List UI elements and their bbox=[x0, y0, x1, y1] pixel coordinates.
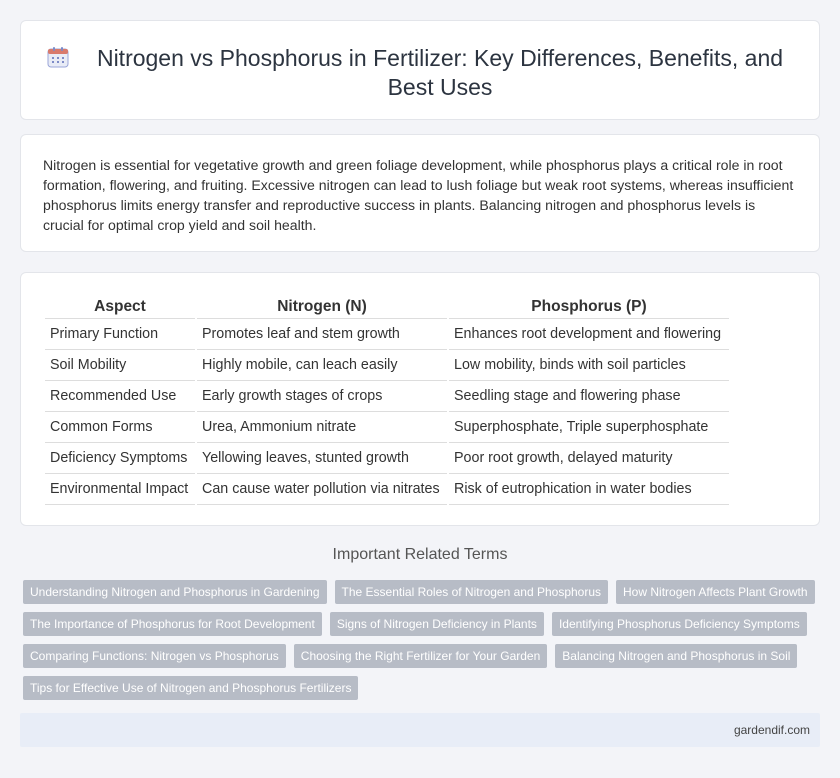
header-phosphorus: Phosphorus (P) bbox=[449, 295, 729, 319]
related-term-link[interactable]: Comparing Functions: Nitrogen vs Phosphorus bbox=[23, 644, 286, 668]
tag-row bbox=[23, 676, 823, 700]
table-cell: Enhances root development and flowering bbox=[449, 319, 729, 350]
header-card bbox=[20, 20, 820, 120]
comparison-table-card bbox=[20, 272, 820, 526]
related-term-link[interactable]: Choosing the Right Fertilizer for Your Garden bbox=[294, 644, 547, 668]
table-cell: Highly mobile, can leach easily bbox=[197, 350, 447, 381]
table-row bbox=[45, 319, 729, 350]
table-row bbox=[45, 412, 729, 443]
table-cell: Primary Function bbox=[45, 319, 195, 350]
header-nitrogen: Nitrogen (N) bbox=[197, 295, 447, 319]
related-term-link[interactable]: Signs of Nitrogen Deficiency in Plants bbox=[330, 612, 544, 636]
table-cell: Low mobility, binds with soil particles bbox=[449, 350, 729, 381]
table-cell: Urea, Ammonium nitrate bbox=[197, 412, 447, 443]
table-cell: Deficiency Symptoms bbox=[45, 443, 195, 474]
table-row bbox=[45, 474, 729, 505]
related-term-link[interactable]: How Nitrogen Affects Plant Growth bbox=[616, 580, 815, 604]
footer-site-name: gardendif.com bbox=[733, 723, 810, 737]
page-title: Nitrogen vs Phosphorus in Fertilizer: Key Differences, Benefits, and Best Uses bbox=[96, 45, 784, 100]
table-row bbox=[45, 443, 729, 474]
table-header-row bbox=[45, 295, 729, 319]
intro-paragraph: Nitrogen is essential for vegetative growth and green foliage development, while phosphorus plays a critical role in root formation, flowering, and fruiting. Excessive nitrogen can lead to lush foliage but weak root systems, whereas insufficient phosphorus limits energy transfer and reproductive success in plants. Balancing nitrogen and phosphorus levels is crucial for optimal crop yield and soil health. bbox=[43, 157, 794, 233]
related-terms-title: Important Related Terms bbox=[332, 546, 508, 563]
table-row bbox=[45, 381, 729, 412]
table-cell: Risk of eutrophication in water bodies bbox=[449, 474, 729, 505]
related-term-link[interactable]: Identifying Phosphorus Deficiency Symptoms bbox=[552, 612, 807, 636]
tag-row bbox=[23, 644, 823, 668]
related-term-link[interactable]: Balancing Nitrogen and Phosphorus in Soil bbox=[555, 644, 797, 668]
header-aspect: Aspect bbox=[45, 295, 195, 319]
table-cell: Common Forms bbox=[45, 412, 195, 443]
table-cell: Early growth stages of crops bbox=[197, 381, 447, 412]
related-terms-list bbox=[23, 580, 823, 708]
related-term-link[interactable]: The Importance of Phosphorus for Root Development bbox=[23, 612, 322, 636]
table-cell: Environmental Impact bbox=[45, 474, 195, 505]
intro-card bbox=[20, 134, 820, 252]
tag-row bbox=[23, 580, 823, 604]
table-cell: Poor root growth, delayed maturity bbox=[449, 443, 729, 474]
table-cell: Yellowing leaves, stunted growth bbox=[197, 443, 447, 474]
related-term-link[interactable]: The Essential Roles of Nitrogen and Phosphorus bbox=[335, 580, 608, 604]
footer bbox=[20, 713, 820, 747]
table-cell: Soil Mobility bbox=[45, 350, 195, 381]
table-cell: Seedling stage and flowering phase bbox=[449, 381, 729, 412]
comparison-table bbox=[43, 295, 731, 505]
related-term-link[interactable]: Tips for Effective Use of Nitrogen and Phosphorus Fertilizers bbox=[23, 676, 358, 700]
related-term-link[interactable]: Understanding Nitrogen and Phosphorus in Gardening bbox=[23, 580, 327, 604]
table-cell: Can cause water pollution via nitrates bbox=[197, 474, 447, 505]
table-cell: Superphosphate, Triple superphosphate bbox=[449, 412, 729, 443]
table-cell: Recommended Use bbox=[45, 381, 195, 412]
table-row bbox=[45, 350, 729, 381]
tag-row bbox=[23, 612, 823, 636]
table-cell: Promotes leaf and stem growth bbox=[197, 319, 447, 350]
